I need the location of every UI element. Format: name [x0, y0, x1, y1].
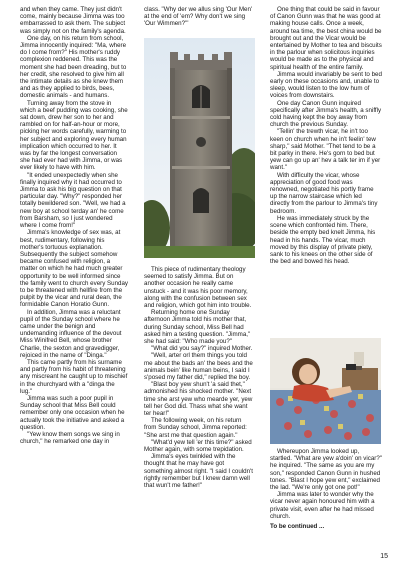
text-column-1	[20, 6, 128, 558]
paragraph: Jimma would invariably be sent to bed early on these occasions and, unable to sleep, would listen to the low hum of voices from downstairs.	[270, 70, 382, 100]
paragraph: "What did you say?" inquired Mother.	[151, 345, 253, 353]
paragraph: This came partly from his surname and partly from his habit of threatening any miscreant he caught up to mischief in the churchyard with a "dinga the lug."	[20, 358, 128, 395]
paragraph: "What'd yew tell 'er this time?" asked Mother again, with some trepidation.	[144, 438, 252, 454]
paragraph: Jimma's eyes twinkled with the thought that he may have got something almost right. "I said I couldn't rightly remember but I knew damn well that wun't me father!"	[144, 453, 253, 490]
paragraph: "Blast boy yew shun't 'a said thet," admonished his shocked mother. "Next time she arst yew who mearde yer, yew tell her God did. Thass what she want ter hear!"	[144, 381, 253, 418]
paragraph: With difficulty the vicar, whose appreciation of good food was renowned, negotiated his portly frame up the narrow staircase which led directly from the parlour to Jimma's tiny bedroom.	[270, 171, 378, 215]
church-tower-photo	[144, 38, 255, 258]
paragraph: "Well, arter orl them things you told me about the bads an' the bees and the animals bein' like human beins, I said I s'posed my father did," replied the boy.	[144, 352, 253, 382]
text-column-3-top	[270, 6, 382, 334]
paragraph: This piece of rudimentary theology seemed to satisfy Jimma. But on another occasion he really came unstuck - and it was his poor memory, along with the confusion between sex and religion, which got him into trouble.	[144, 266, 252, 310]
paragraph: Returning home one Sunday afternoon Jimma told his mother that, during Sunday school, Miss Bell had asked him a testing question. "Jimma," she had said: "Who made you?"	[144, 309, 251, 346]
text-column-2-bottom	[144, 266, 254, 558]
paragraph: "Yew know them songs we sing in church," he remarked one day in	[20, 430, 120, 446]
paragraph: Jimma was such a poor pupil in Sunday school that Miss Bell could remember only one occasion when he actually took the initiative and asked a question.	[20, 394, 125, 431]
paragraph: "It ended unexpectedly when she finally inquired why it had occurred to Jimma to ask his big question on that particular day. "Why?" responded her totally bewildered son. "Well, we had a new boy at school terday an' he come from Barsham, so I just wondered where I come from!"	[20, 171, 126, 230]
paragraph: He was immediately struck by the scene which confronted him. There, beside the empty bed knelt Jimma, his head in his hands. The vicar, much moved by this display of private piety, sank to his knees on the other side of the bed and bowed his head.	[270, 214, 376, 266]
paragraph: One thing that could be said in favour of Canon Gunn was that he was good at making house calls. Once a week, around tea time, the best china would be brought out and the Vicar would be entertained by Mother to tea and biscuits in the parlour when solicitous inquiries would be made as to the physical and spiritual health of the entire family.	[270, 6, 382, 71]
to-be-continued-label: To be continued ...	[270, 523, 325, 531]
paragraph: Jimma was later to wonder why the vicar never again honoured him with a private visit, even after he had missed church.	[270, 491, 375, 520]
paragraph: Turning away from the stove in which a beef pudding was cooking, she sat down, drew her son to her and rambled on for half-an-hour or more, picking her words carefully, warming to her subject and exploring every human implication which occurred to her. It was by far the longest conversation she had ever had with Jimma, or was ever likely to have with him.	[20, 99, 128, 172]
paragraph: One day Canon Gunn inquired specifically after Jimma's health, a sniffly cold having kept the boy away from church the previous Sunday.	[270, 99, 382, 129]
paragraph: In addition, Jimma was a reluctant pupil of the Sunday school where he came under the benign and undemanding influence of the devout Miss Winifred Bell, whose brother Charlie, the sexton and gravedigger, rejoiced in the name of "Dinga."	[20, 308, 122, 359]
paragraph: and when they came. They just didn't come, mainly because Jimma was too embarrassed to ask them. The subject was simply not on the family's agenda.	[20, 6, 126, 35]
paragraph: class. "Why der we allus sing 'Our Men' at the end of 'em? Why don't we sing 'Our Wimmen?'"	[144, 6, 253, 28]
text-column-3-bottom	[270, 448, 382, 560]
page-number: 15	[380, 553, 388, 560]
text-column-2-top	[144, 6, 254, 36]
paragraph: Jimma's knowledge of sex was, at best, rudimentary, following his mother's tortuous explanation. Subsequently the subject somehow became confused with religion, a matter on which he had much greater opportunity to be well informed since the family went to church every Sunday to be threatened with hellfire from the pulpit by the vicar and rural dean, the formidable Canon Horatio Gunn.	[20, 229, 128, 309]
paragraph: One day, on his return from school, Jimma innocently inquired: "Ma, where do I come from?" His mother's ruddy complexion reddened. This was the moment she had been dreading, but to her credit, she resolved to give him all the intimate details as she knew them and as they applied to birds, bees, domestic animals - and humans.	[20, 34, 127, 100]
girl-on-bed-photo	[270, 338, 381, 444]
paragraph: Whereupon Jimma looked up, startled. "What are yew a'doin' on vicar?" he inquired. "The same as you are my son," responded Canon Gunn in hushed tones. "Blast I hope yew ent," exclaimed the lad. "We're only got one pot!"	[270, 448, 382, 492]
paragraph: The following week, on his return from Sunday school, Jimma reported: "She arst me that question again."	[144, 417, 247, 439]
paragraph: "Tellin' the trewth vicar, he in't too keen on church when he in't feelin' tew sharp," said Mother. "Thet tend to be a bit parky in there. He's gorn to bed but yew can go up an' hev a talk ter im if yer want."	[270, 128, 381, 172]
